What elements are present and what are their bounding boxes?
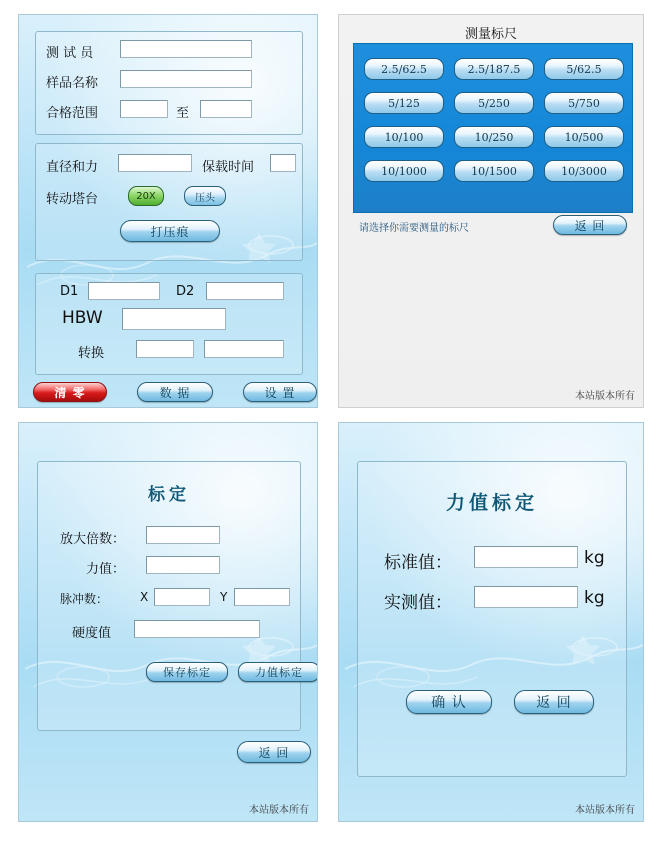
force-value-input[interactable] <box>146 556 220 574</box>
hardness-value-label: 硬度值 <box>72 626 112 641</box>
range-to-label: 至 <box>176 106 190 121</box>
standard-value-label: 标准值： <box>384 553 452 573</box>
scale-copyright: 本站版本所有 <box>575 391 635 402</box>
hold-time-input[interactable] <box>270 154 296 172</box>
turret-label: 转动塔台 <box>46 192 99 207</box>
magnification-input[interactable] <box>146 526 220 544</box>
clear-button[interactable]: 清 零 <box>33 382 107 402</box>
scale-option-9[interactable]: 10/1000 <box>364 160 444 182</box>
scale-option-3[interactable]: 5/125 <box>364 92 444 114</box>
hbw-input[interactable] <box>122 308 226 330</box>
magnification-label: 放大倍数： <box>60 532 126 547</box>
pulse-x-label: X <box>140 590 149 604</box>
scale-option-7[interactable]: 10/250 <box>454 126 534 148</box>
save-calibration-button[interactable]: 保存标定 <box>146 662 228 682</box>
sample-info-group <box>35 31 303 135</box>
standard-value-input[interactable] <box>474 546 578 568</box>
turret-indenter-button[interactable]: 压头 <box>184 186 226 206</box>
calibration-title: 标定 <box>148 485 190 505</box>
scale-option-6[interactable]: 10/100 <box>364 126 444 148</box>
force-value-label: 力值： <box>86 562 126 577</box>
d2-input[interactable] <box>206 282 284 300</box>
force-back-button[interactable]: 返 回 <box>514 690 594 714</box>
hold-time-label: 保载时间 <box>202 160 255 175</box>
measured-value-input[interactable] <box>474 586 578 608</box>
turret-lens-button[interactable]: 20X <box>128 186 164 206</box>
data-button[interactable]: 数 据 <box>137 382 213 402</box>
force-calibration-button[interactable]: 力值标定 <box>238 662 318 682</box>
scale-button-grid <box>353 43 633 213</box>
calibration-panel <box>18 422 318 822</box>
force-copyright: 本站版本所有 <box>575 805 635 816</box>
scale-hint-text: 请选择你需要测量的标尺 <box>359 223 469 234</box>
scale-panel-title: 测量标尺 <box>464 27 517 42</box>
diameter-force-input[interactable] <box>118 154 192 172</box>
measured-value-unit: kg <box>584 588 605 608</box>
pulse-y-input[interactable] <box>234 588 290 606</box>
measured-value-label: 实测值： <box>384 593 452 613</box>
pulse-y-label: Y <box>220 590 228 604</box>
d1-input[interactable] <box>88 282 160 300</box>
sample-name-label: 样品名称 <box>46 76 99 91</box>
hbw-label: HBW <box>62 308 103 328</box>
convert-input-1[interactable] <box>136 340 194 358</box>
hardness-value-input[interactable] <box>134 620 260 638</box>
range-label: 合格范围 <box>46 106 99 121</box>
scale-option-11[interactable]: 10/3000 <box>544 160 624 182</box>
calibration-copyright: 本站版本所有 <box>249 805 309 816</box>
force-calibration-form-group <box>357 461 627 777</box>
confirm-button[interactable]: 确 认 <box>406 690 492 714</box>
scale-option-0[interactable]: 2.5/62.5 <box>364 58 444 80</box>
range-from-input[interactable] <box>120 100 168 118</box>
standard-value-unit: kg <box>584 548 605 568</box>
d1-label: D1 <box>60 284 79 299</box>
scale-option-5[interactable]: 5/750 <box>544 92 624 114</box>
press-indent-button[interactable]: 打压痕 <box>120 220 220 242</box>
main-measure-panel <box>18 14 318 408</box>
d2-label: D2 <box>176 284 195 299</box>
test-parameters-group <box>35 143 303 261</box>
range-to-input[interactable] <box>200 100 252 118</box>
calibration-back-button[interactable]: 返 回 <box>237 741 311 763</box>
pulse-x-input[interactable] <box>154 588 210 606</box>
scale-option-4[interactable]: 5/250 <box>454 92 534 114</box>
scale-select-panel <box>338 14 644 408</box>
calibration-form-group <box>37 461 301 731</box>
scale-option-2[interactable]: 5/62.5 <box>544 58 624 80</box>
force-calibration-panel <box>338 422 644 822</box>
tester-input[interactable] <box>120 40 252 58</box>
convert-label: 转换 <box>78 346 105 361</box>
convert-input-2[interactable] <box>204 340 284 358</box>
pulse-count-label: 脉冲数： <box>60 592 109 606</box>
sample-name-input[interactable] <box>120 70 252 88</box>
scale-option-1[interactable]: 2.5/187.5 <box>454 58 534 80</box>
tester-label: 测 试 员 <box>46 46 94 61</box>
force-calibration-title: 力值标定 <box>445 492 538 514</box>
scale-option-8[interactable]: 10/500 <box>544 126 624 148</box>
diameter-force-label: 直径和力 <box>46 160 99 175</box>
settings-button[interactable]: 设 置 <box>243 382 317 402</box>
scale-option-10[interactable]: 10/1500 <box>454 160 534 182</box>
scale-back-button[interactable]: 返 回 <box>553 215 627 235</box>
result-group <box>35 273 303 375</box>
